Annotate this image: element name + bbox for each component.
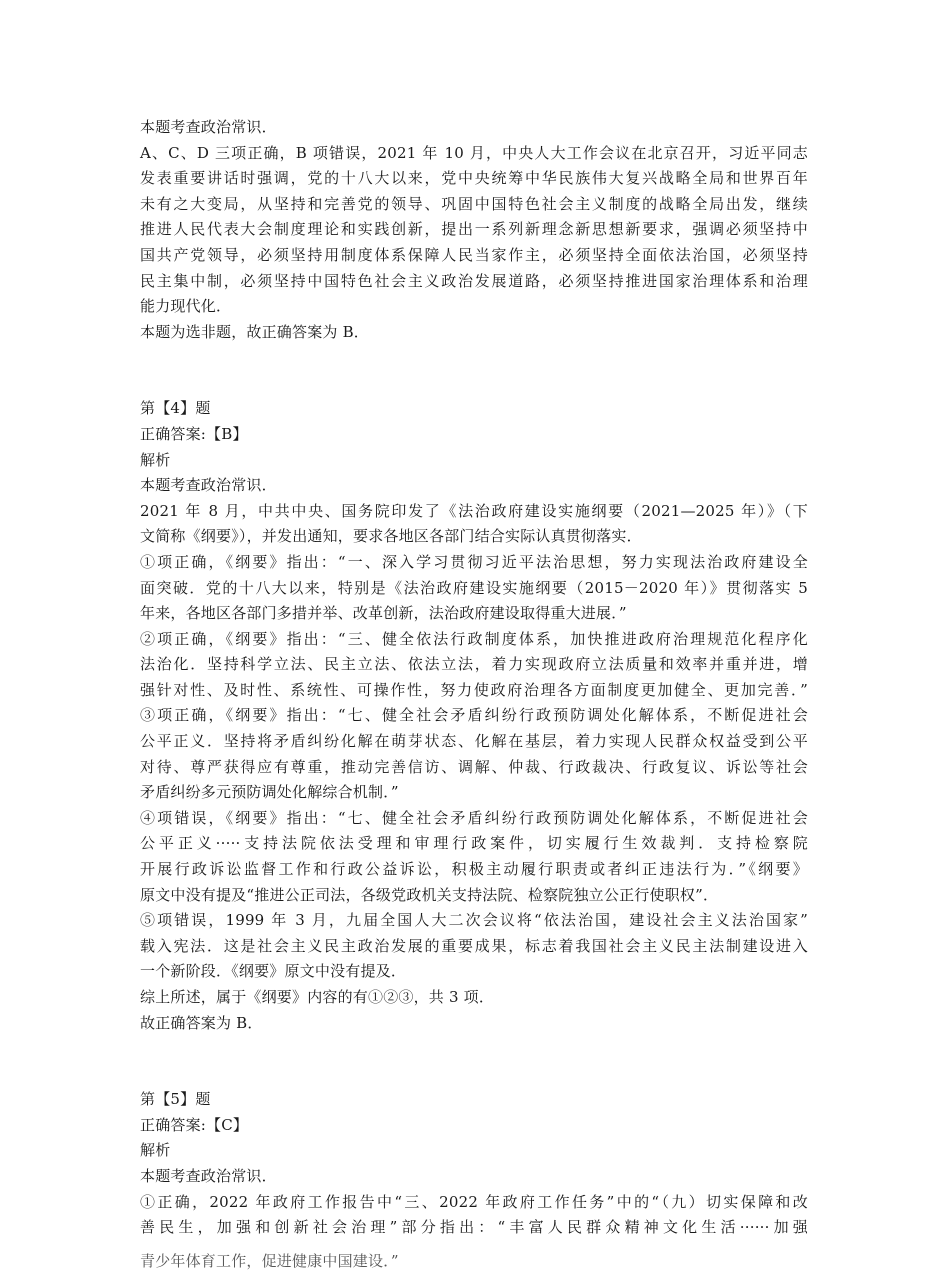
question-5 [140, 1087, 808, 1270]
text-line: A、C、D 三项正确，B 项错误，2021 年 10 月，中央人大工作会议在北京召开，习近平同志 [140, 143, 808, 162]
text-line: 公平正义·····支持法院依法受理和审理行政案件，切实履行生效裁判．支持检察院 [140, 834, 808, 853]
text-line: 本题考查政治常识． [140, 1166, 277, 1185]
text-line: 本题考查政治常识． [140, 476, 277, 495]
text-line: 国共产党领导，必须坚持用制度体系保障人民当家作主，必须坚持全面依法治国，必须坚持 [140, 245, 808, 264]
text-line: 善民生，加强和创新社会治理”部分指出：“丰富人民群众精神文化生活······加强 [140, 1218, 808, 1237]
text-line: 未有之大变局，从坚持和完善党的领导、巩固中国特色社会主义制度的战略全局出发，继续 [140, 194, 808, 213]
text-line: ②项正确，《纲要》指出：“三、健全依法行政制度体系，加快推进政府治理规范化程序化 [140, 629, 808, 648]
analysis-label: 解析 [140, 1141, 171, 1160]
text-line: 民主集中制，必须坚持中国特色社会主义政治发展道路，必须坚持推进国家治理体系和治理 [140, 271, 808, 290]
text-line: 强针对性、及时性、系统性、可操作性，努力使政府治理各方面制度更加健全、更加完善．” [140, 680, 808, 699]
text-line: 矛盾纠纷多元预防调处化解综合机制．” [140, 783, 399, 802]
text-line: 故正确答案为 B． [140, 1013, 263, 1032]
document-page [140, 115, 808, 1270]
text-line: 本题为选非题，故正确答案为 B． [140, 322, 369, 341]
text-line: 面突破．党的十八大以来，特别是《法治政府建设实施纲要（2015－2020 年）》贯彻落实 5 [140, 578, 808, 597]
text-line: 综上所述，属于《纲要》内容的有①②③，共 3 项． [140, 988, 495, 1006]
analysis-label: 解析 [140, 450, 171, 469]
question-heading: 第【4】题 [140, 399, 211, 418]
text-line: 一个新阶段．《纲要》原文中没有提及． [140, 962, 407, 981]
text-line: 本题考查政治常识． [140, 118, 277, 136]
section-3-analysis [140, 115, 808, 345]
text-line: 对待、尊严获得应有尊重，推动完善信访、调解、仲裁、行政裁决、行政复议、诉讼等社会 [140, 757, 808, 776]
text-line: 公平正义．坚持将矛盾纠纷化解在萌芽状态、化解在基层，着力实现人民群众权益受到公平 [140, 732, 808, 751]
text-line: ①项正确，《纲要》指出：“一、深入学习贯彻习近平法治思想，努力实现法治政府建设全 [140, 552, 808, 571]
question-heading: 第【5】题 [140, 1090, 211, 1109]
text-line: 发表重要讲话时强调，党的十八大以来，党中央统筹中华民族伟大复兴战略全局和世界百年 [140, 169, 808, 188]
text-line: 青少年体育工作，促进健康中国建设．” [140, 1251, 399, 1270]
text-line: 2021 年 8 月，中共中央、国务院印发了《法治政府建设实施纲要（2021—2025 年）》（下 [140, 501, 808, 520]
text-line: ④项错误，《纲要》指出：“七、健全社会矛盾纠纷行政预防调处化解体系，不断促进社会 [140, 808, 808, 827]
text-line: 载入宪法．这是社会主义民主政治发展的重要成果，标志着我国社会主义民主法制建设进入 [140, 936, 808, 955]
text-line: 文简称《纲要》），并发出通知，要求各地区各部门结合实际认真贯彻落实． [140, 527, 642, 546]
text-line: ①正确，2022 年政府工作报告中“三、2022 年政府工作任务”中的“（九）切实保障和改 [140, 1192, 808, 1211]
text-line: ⑤项错误，1999 年 3 月，九届全国人大二次会议将“依法治国，建设社会主义法治国家” [140, 911, 808, 930]
correct-answer: 正确答案:【C】 [140, 1115, 249, 1134]
correct-answer: 正确答案:【B】 [140, 424, 248, 443]
text-line: 法治化．坚持科学立法、民主立法、依法立法，着力实现政府立法质量和效率并重并进，增 [140, 655, 808, 674]
text-line: ③项正确，《纲要》指出：“七、健全社会矛盾纠纷行政预防调处化解体系，不断促进社会 [140, 706, 808, 725]
text-line: 年来，各地区各部门多措并举、改革创新，法治政府建设取得重大进展．” [140, 604, 627, 623]
text-line: 原文中没有提及“推进公正司法，各级党政机关支持法院、检察院独立公正行使职权”． [140, 885, 719, 904]
text-line: 开展行政诉讼监督工作和行政公益诉讼，积极主动履行职责或者纠正违法行为．”《纲要》 [140, 860, 808, 879]
question-4 [140, 396, 808, 1036]
text-line: 能力现代化． [140, 297, 232, 316]
text-line: 推进人民代表大会制度理论和实践创新，提出一系列新理念新思想新要求，强调必须坚持中 [140, 220, 808, 239]
